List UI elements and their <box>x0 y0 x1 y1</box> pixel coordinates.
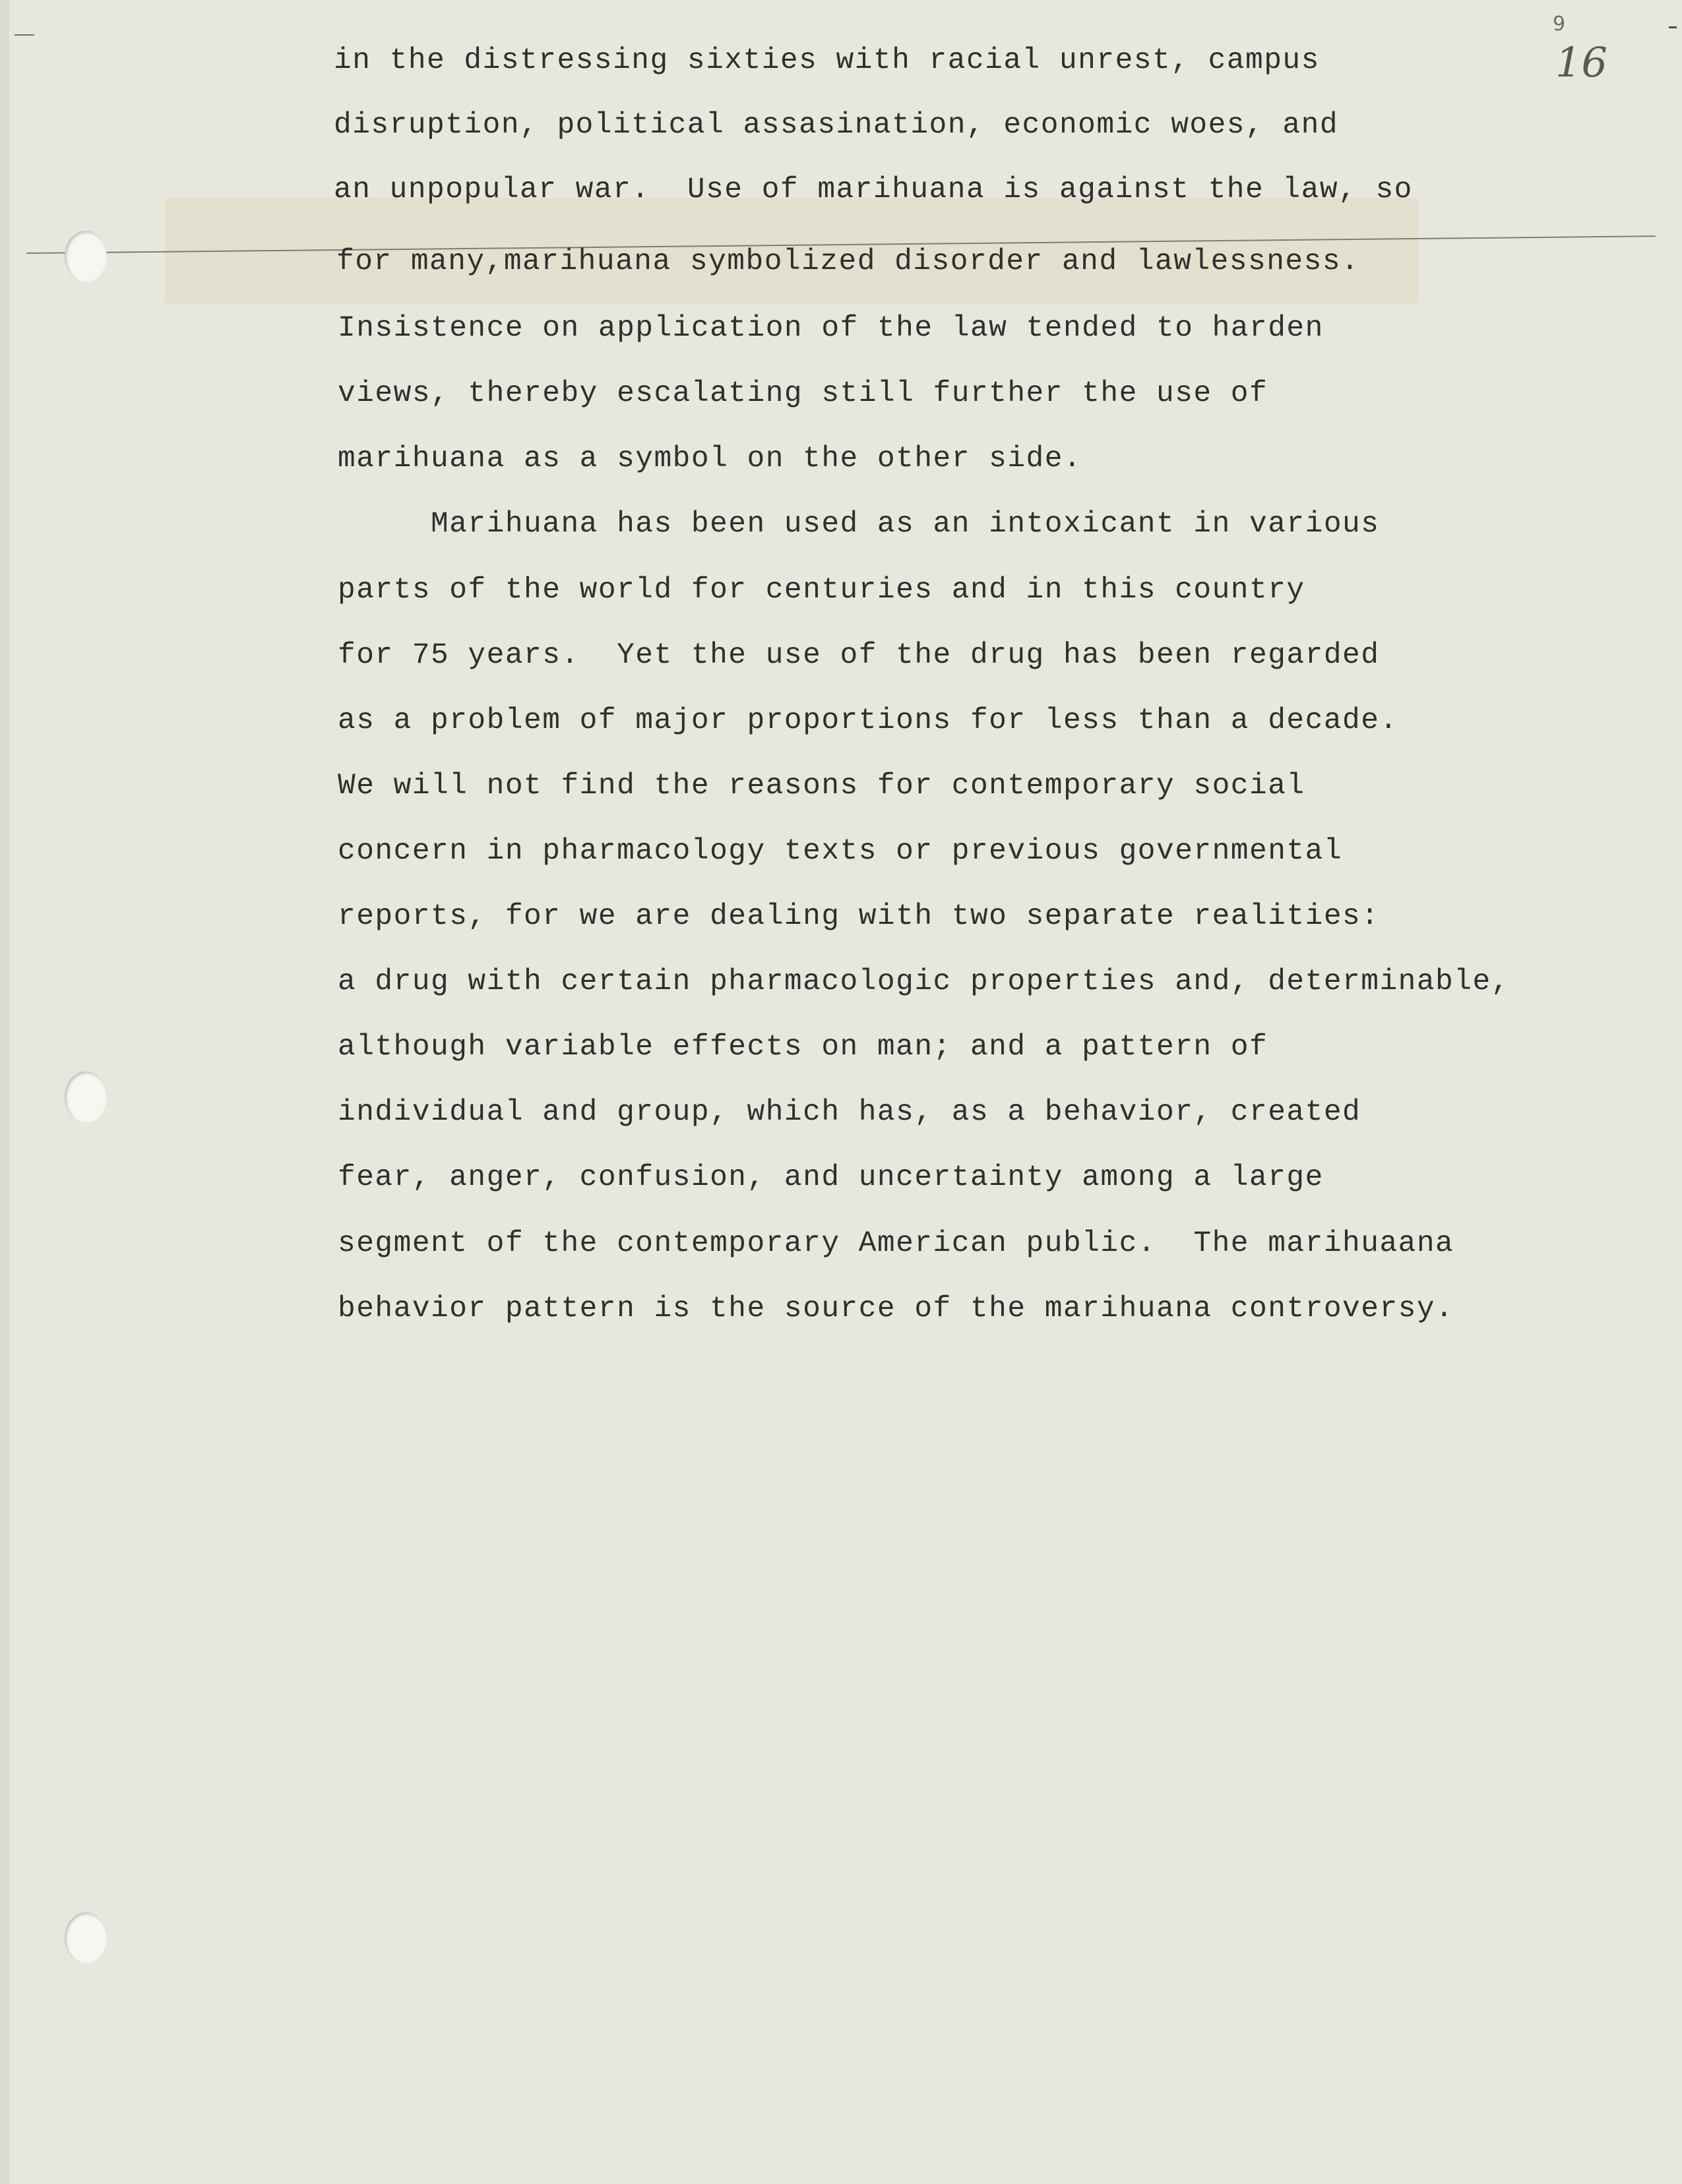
edge-mark <box>1669 26 1677 28</box>
text-line: a drug with certain pharmacologic properties and, determinable, <box>338 965 1510 998</box>
text-line: fear, anger, confusion, and uncertainty among a large <box>338 1161 1324 1194</box>
text-line: Insistence on application of the law tended to harden <box>338 312 1324 345</box>
text-line: marihuana as a symbol on the other side. <box>338 442 1082 475</box>
text-line: for many,marihuana symbolized disorder and lawlessness. <box>336 245 1360 278</box>
page-number: 16 <box>1555 38 1607 86</box>
text-line: reports, for we are dealing with two separate realities: <box>338 900 1380 933</box>
text-line: We will not find the reasons for contemporary social <box>338 770 1305 803</box>
text-line: in the distressing sixties with racial unrest, campus <box>334 44 1320 77</box>
text-line: as a problem of major proportions for less than a decade. <box>338 704 1398 737</box>
text-line: behavior pattern is the source of the marihuana controversy. <box>338 1292 1454 1325</box>
text-line: for 75 years. Yet the use of the drug has been regarded <box>338 639 1380 672</box>
text-line: Marihuana has been used as an intoxicant in various <box>338 508 1380 541</box>
text-line: although variable effects on man; and a pattern of <box>338 1031 1268 1064</box>
text-line: parts of the world for centuries and in this country <box>338 574 1305 607</box>
text-line: disruption, political assasination, economic woes, and <box>334 109 1339 142</box>
pencil-annotation: 9 <box>1553 13 1566 36</box>
text-line: an unpopular war. Use of marihuana is against the law, so <box>334 173 1413 206</box>
text-line: segment of the contemporary American public. The marihuaana <box>338 1227 1454 1260</box>
punch-hole-middle <box>65 1072 107 1123</box>
text-line: concern in pharmacology texts or previous governmental <box>338 835 1343 868</box>
corner-mark <box>15 34 34 36</box>
text-line: views, thereby escalating still further the use of <box>338 377 1268 410</box>
punch-hole-bottom <box>65 1912 107 1964</box>
text-line: individual and group, which has, as a behavior, created <box>338 1096 1361 1129</box>
page-left-edge <box>0 0 9 2184</box>
punch-hole-top <box>65 231 107 282</box>
